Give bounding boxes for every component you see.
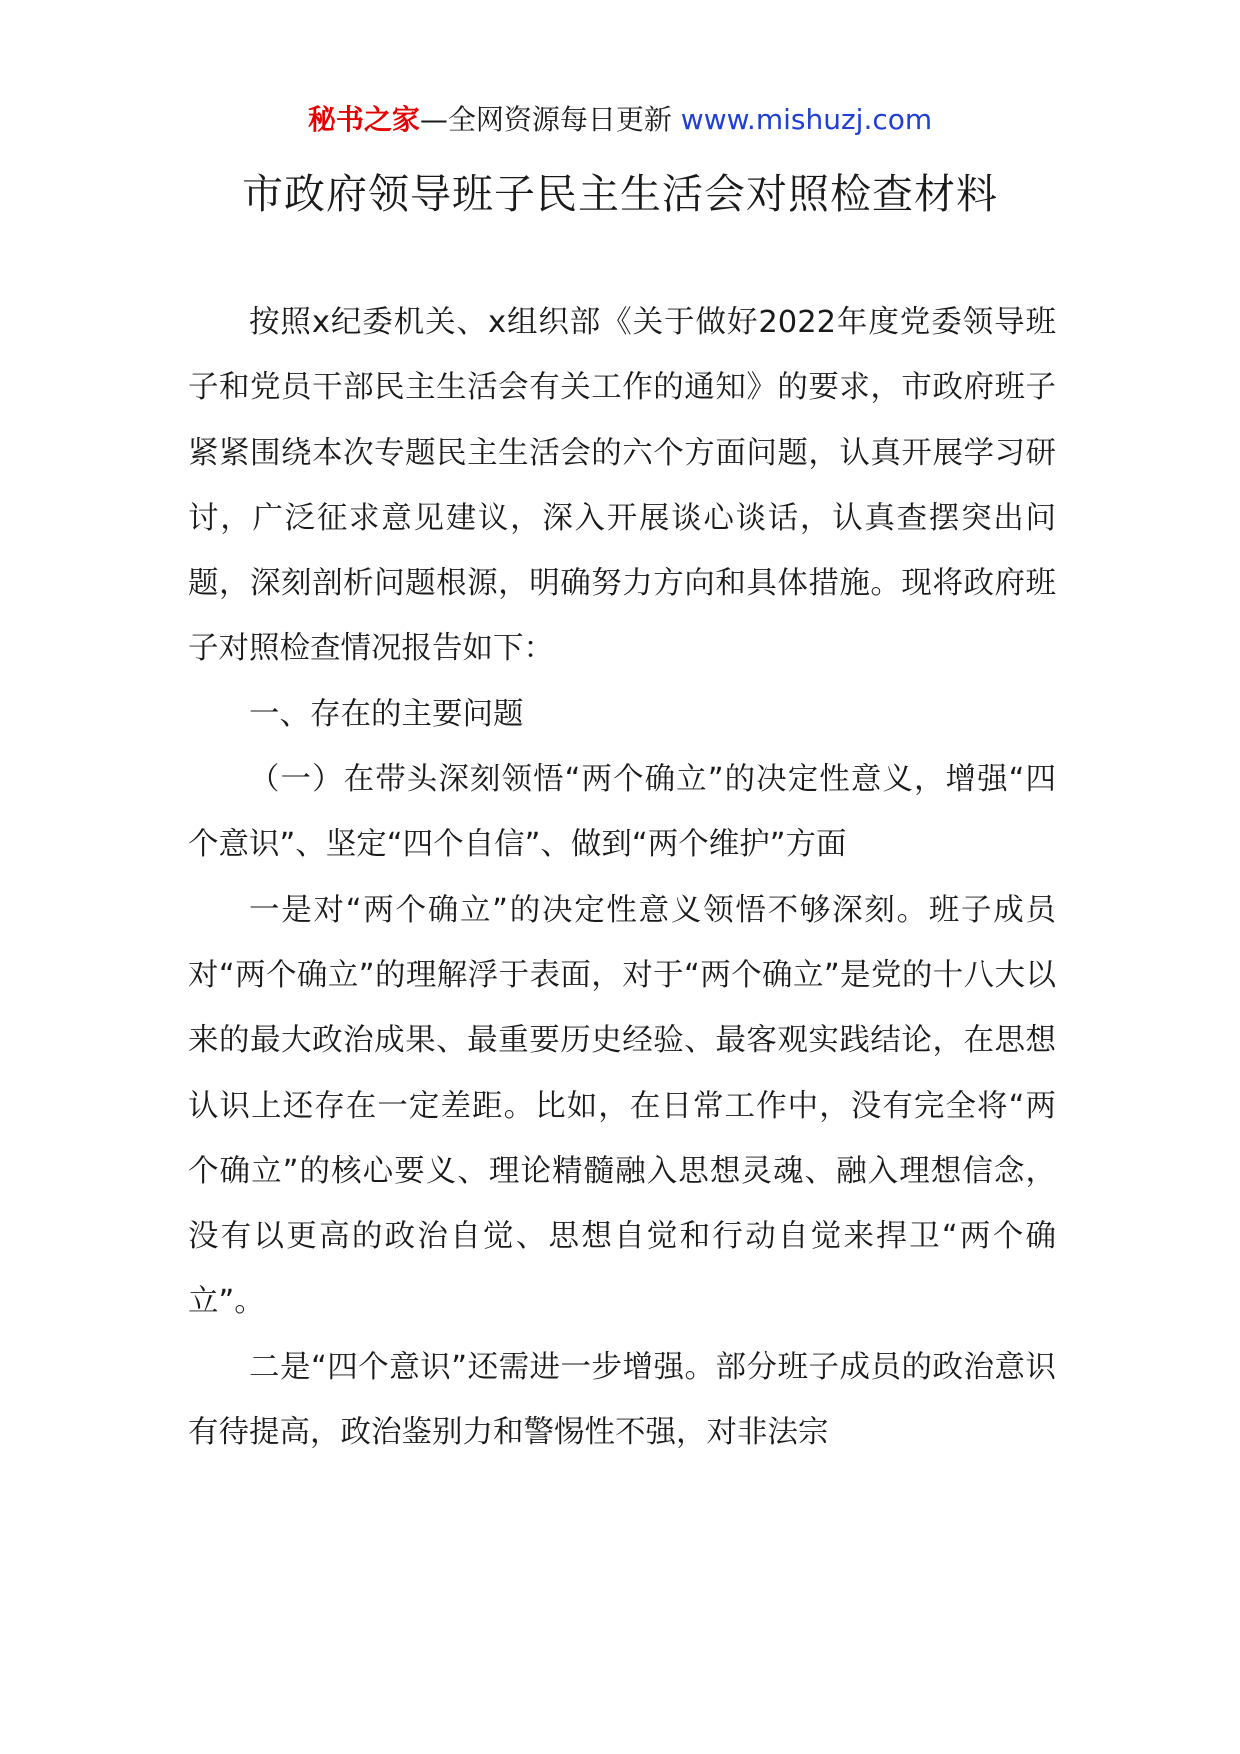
subsection-heading: （一）在带头深刻领悟“两个确立”的决定性意义，增强“四个意识”、坚定“四个自信”、做到“两个维护”方面 — [188, 762, 1056, 863]
site-url-link[interactable]: www.mishuzj.com — [680, 103, 933, 136]
body-paragraph: 二是“四个意识”还需进一步增强。部分班子成员的政治意识有待提高，政治鉴别力和警惕性不强，对非法宗 — [188, 1349, 1056, 1451]
section-heading: 一、存在的主要问题 — [249, 696, 524, 732]
header-tagline: —全网资源每日更新 — [419, 103, 672, 136]
brand-name: 秘书之家 — [307, 103, 420, 136]
intro-paragraph: 按照x纪委机关、x组织部《关于做好2022年度党委领导班子和党员干部民主生活会有关工作的通知》的要求，市政府班子紧紧围绕本次专题民主生活会的六个方面问题，认真开展学习研讨，广泛征求意见建议，深入开展谈心谈话，认真查摆突出问题，深刻剖析问题根源，明确努力方向和具体措施。现将政府班子对照检查情况报告如下： — [188, 305, 1056, 667]
document-title: 市政府领导班子民主生活会对照检查材料 — [242, 170, 998, 218]
document-body — [188, 290, 1056, 1465]
body-paragraph: 一是对“两个确立”的决定性意义领悟不够深刻。班子成员对“两个确立”的理解浮于表面，对于“两个确立”是党的十八大以来的最大政治成果、最重要历史经验、最客观实践结论，在思想认识上还存在一定差距。比如，在日常工作中，没有完全将“两个确立”的核心要义、理论精髓融入思想灵魂、融入理想信念，没有以更高的政治自觉、思想自觉和行动自觉来捍卫“两个确立”。 — [188, 892, 1056, 1320]
site-header — [0, 100, 1240, 140]
